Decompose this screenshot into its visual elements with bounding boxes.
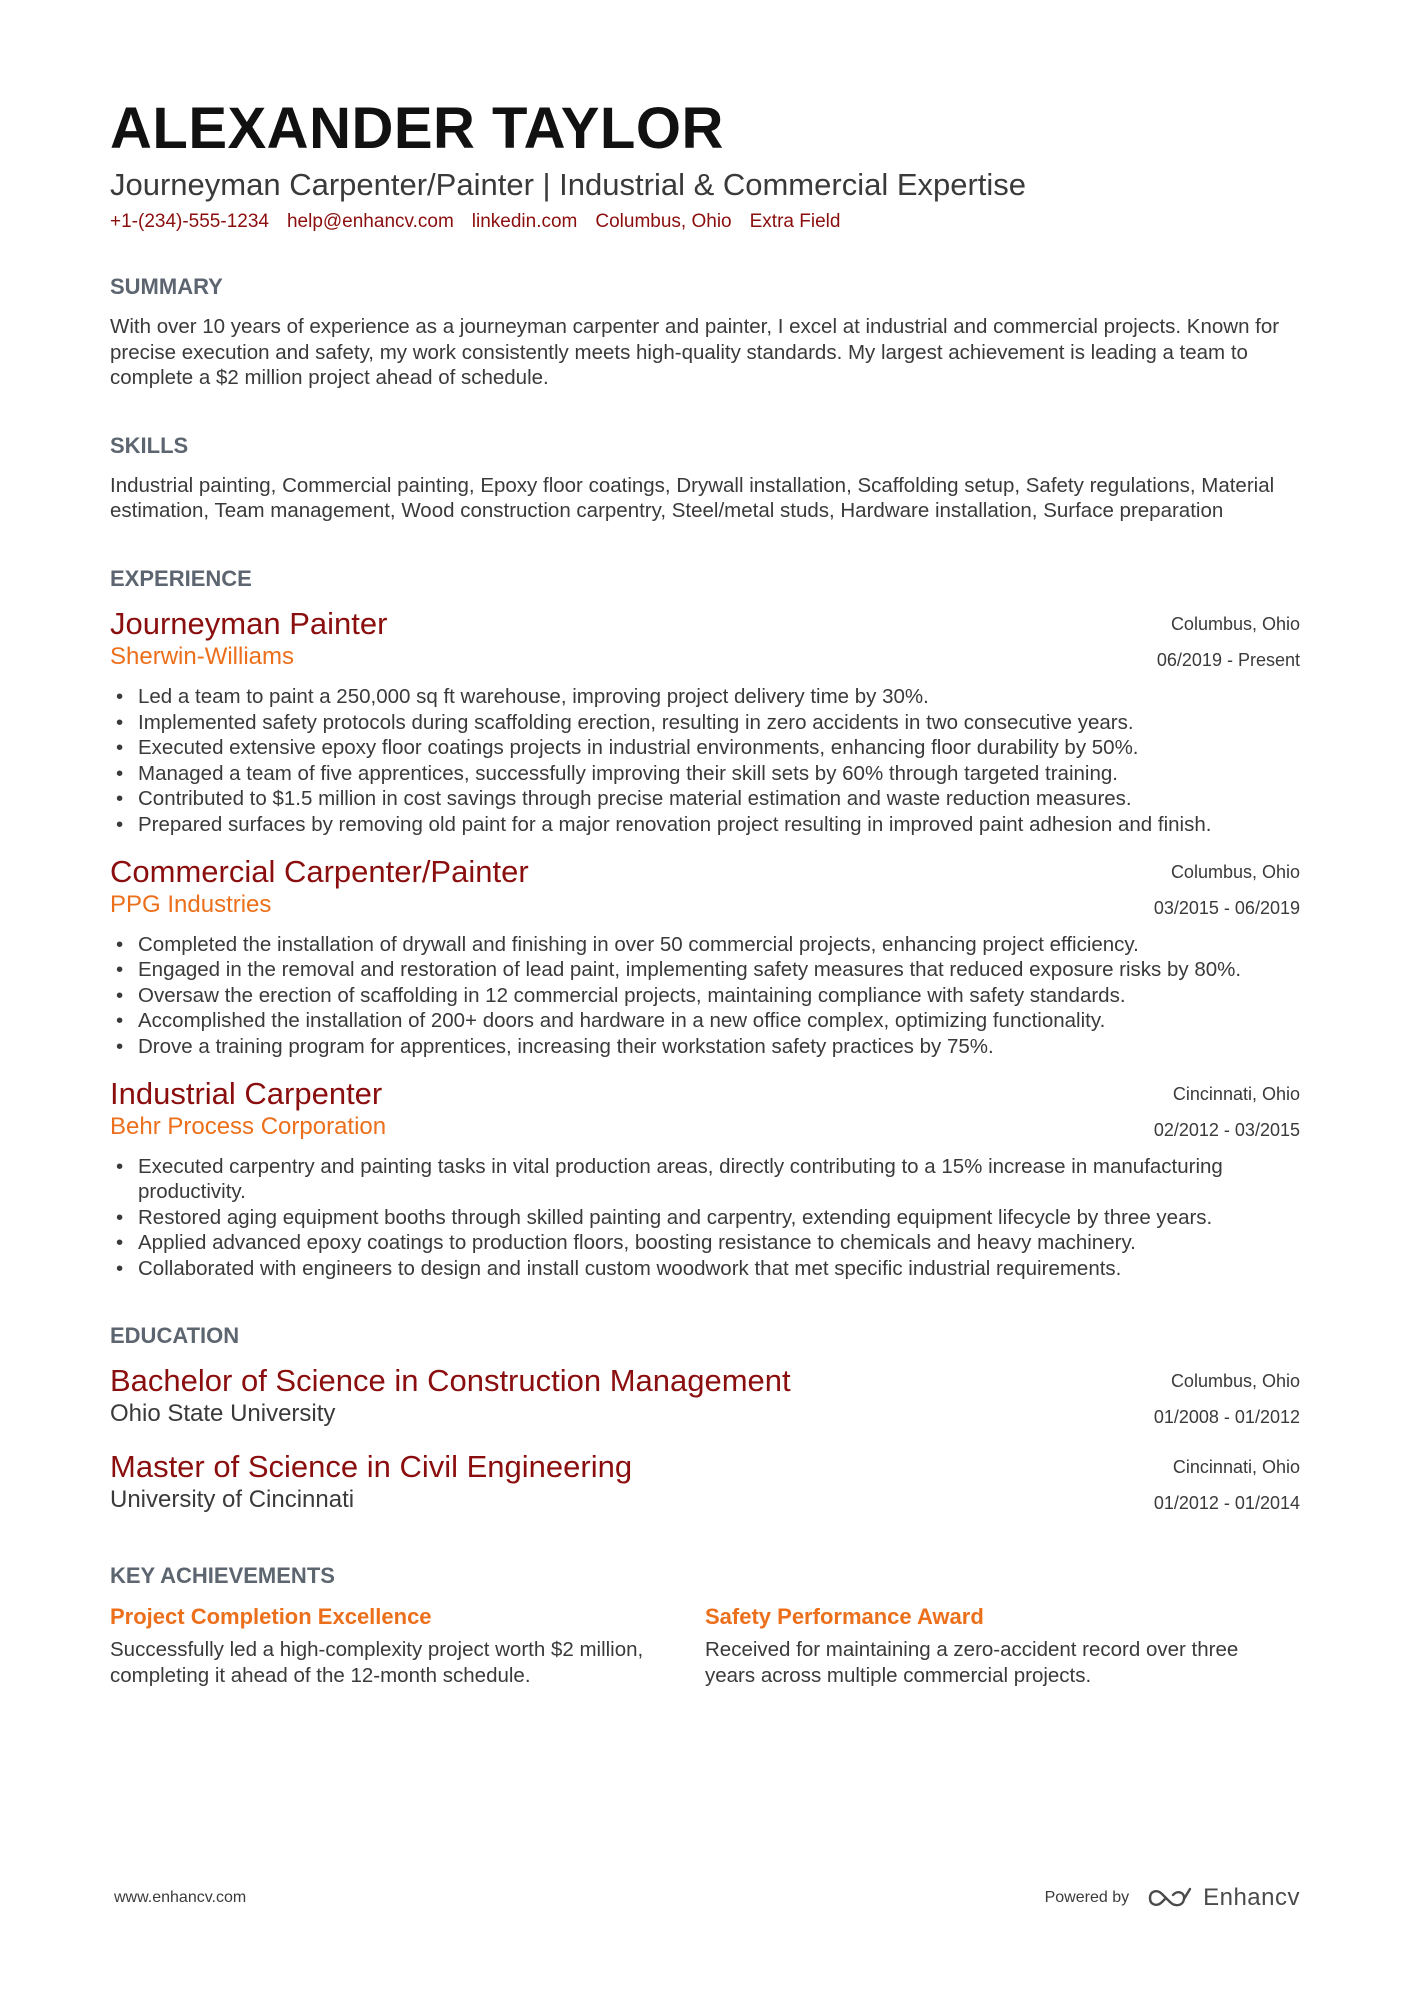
degree-title: Bachelor of Science in Construction Management (110, 1363, 791, 1399)
school-name: Ohio State University (110, 1400, 336, 1428)
skills-text: Industrial painting, Commercial painting, Epoxy floor coatings, Drywall installation, Scaffolding setup, Safety regulations, Material estimation, Team management, Wood construction carpentry, Steel/metal studs, Hardware installation, Surface preparation (110, 473, 1275, 523)
company-name: Behr Process Corporation (110, 1112, 387, 1140)
job-location: Cincinnati, Ohio (1172, 1083, 1300, 1104)
footer-website-link[interactable]: www.enhancv.com (114, 1889, 247, 1906)
education-entry (110, 1363, 1300, 1435)
section-title-skills: SKILLS (110, 432, 189, 458)
contact-phone[interactable]: +1-(234)-555-1234 (110, 211, 269, 232)
education-location: Columbus, Ohio (1170, 1371, 1300, 1392)
job-bullet: • Implemented safety protocols during scaffolding erection, resulting in zero accidents in two consecutive years. (138, 710, 1300, 736)
section-title-experience: EXPERIENCE (110, 565, 252, 591)
section-title-education: EDUCATION (110, 1323, 240, 1349)
experience-entry (110, 854, 1300, 1060)
education-entry (110, 1449, 1300, 1521)
job-bullet: • Led a team to paint a 250,000 sq ft warehouse, improving project delivery time by 30%. (138, 684, 1300, 710)
job-bullet: • Executed carpentry and painting tasks in vital production areas, directly contributing to a 15% increase in manufacturing productivity. (138, 1154, 1300, 1205)
degree-title: Master of Science in Civil Engineering (110, 1449, 633, 1485)
contact-info (110, 210, 1300, 234)
footer-branding (1045, 1884, 1300, 1912)
contact-linkedin[interactable]: linkedin.com (471, 211, 578, 232)
job-bullet: • Prepared surfaces by removing old paint for a major renovation project resulting in improved paint adhesion and finish. (138, 812, 1300, 838)
job-bullet: • Contributed to $1.5 million in cost savings through precise material estimation and waste reduction measures. (138, 786, 1300, 812)
achievement-description: Successfully led a high-complexity project worth $2 million, completing it ahead of the 12-month schedule. (110, 1638, 644, 1688)
education-dates: 01/2008 - 01/2012 (1153, 1407, 1300, 1428)
contact-location: Columbus, Ohio (595, 211, 732, 232)
job-bullet: • Completed the installation of drywall and finishing in over 50 commercial projects, enhancing project efficiency. (138, 932, 1300, 958)
experience-entry (110, 606, 1300, 838)
section-title-achievements: KEY ACHIEVEMENTS (110, 1563, 335, 1589)
job-bullet: • Drove a training program for apprentices, increasing their workstation safety practices by 75%. (138, 1034, 1300, 1060)
job-title: Commercial Carpenter/Painter (110, 853, 529, 889)
job-bullet: • Restored aging equipment booths through skilled painting and carpentry, extending equipment lifecycle by three years. (138, 1205, 1300, 1231)
page-footer (114, 1884, 1300, 1912)
job-title: Journeyman Painter (110, 605, 388, 641)
job-bullet: • Engaged in the removal and restoration of lead paint, implementing safety measures that reduced exposure risks by 80%. (138, 957, 1300, 983)
job-bullet: • Oversaw the erection of scaffolding in 12 commercial projects, maintaining compliance with safety standards. (138, 983, 1300, 1009)
job-dates: 06/2019 - Present (1156, 649, 1300, 670)
brand-name: Enhancv (1203, 1884, 1300, 1911)
education-location: Cincinnati, Ohio (1172, 1457, 1300, 1478)
company-name: Sherwin-Williams (110, 642, 295, 670)
job-bullet: • Collaborated with engineers to design and install custom woodwork that met specific industrial requirements. (138, 1256, 1300, 1282)
enhancv-logo-icon (1147, 1885, 1193, 1911)
achievement-title: Project Completion Excellence (110, 1604, 432, 1630)
education-dates: 01/2012 - 01/2014 (1153, 1493, 1300, 1514)
school-name: University of Cincinnati (110, 1486, 355, 1514)
job-bullet: • Accomplished the installation of 200+ doors and hardware in a new office complex, optimizing functionality. (138, 1008, 1300, 1034)
enhancv-brand-link[interactable] (1147, 1884, 1300, 1912)
job-dates: 02/2012 - 03/2015 (1153, 1119, 1300, 1140)
contact-email[interactable]: help@enhancv.com (286, 211, 454, 232)
achievement-description: Received for maintaining a zero-accident record over three years across multiple commercial projects. (705, 1638, 1239, 1688)
job-bullets (110, 684, 1300, 838)
achievement-item (110, 1603, 705, 1688)
job-bullets (110, 932, 1300, 1060)
job-bullet: • Applied advanced epoxy coatings to production floors, boosting resistance to chemicals and heavy machinery. (138, 1230, 1300, 1256)
job-bullets (110, 1154, 1300, 1282)
job-bullet: • Managed a team of five apprentices, successfully improving their skill sets by 60% through targeted training. (138, 761, 1300, 787)
job-location: Columbus, Ohio (1170, 861, 1300, 882)
achievement-item (705, 1603, 1300, 1688)
job-title: Industrial Carpenter (110, 1075, 383, 1111)
job-bullet: • Executed extensive epoxy floor coatings projects in industrial environments, enhancing floor durability by 50%. (138, 735, 1300, 761)
achievements-grid (110, 1603, 1300, 1688)
candidate-name: ALEXANDER TAYLOR (110, 96, 724, 161)
company-name: PPG Industries (110, 890, 272, 918)
experience-entry (110, 1076, 1300, 1282)
job-location: Columbus, Ohio (1170, 613, 1300, 634)
section-title-summary: SUMMARY (110, 274, 223, 299)
achievement-title: Safety Performance Award (705, 1604, 984, 1630)
contact-extra-field: Extra Field (749, 211, 841, 232)
summary-text: With over 10 years of experience as a journeyman carpenter and painter, I excel at industrial and commercial projects. Known for precise execution and safety, my work consistently meets high-quality standards. My largest achievement is leading a team to complete a $2 million project ahead of schedule. (110, 315, 1280, 390)
candidate-headline: Journeyman Carpenter/Painter | Industrial & Commercial Expertise (110, 167, 1027, 202)
powered-by-label: Powered by (1044, 1889, 1130, 1906)
job-dates: 03/2015 - 06/2019 (1153, 897, 1300, 918)
